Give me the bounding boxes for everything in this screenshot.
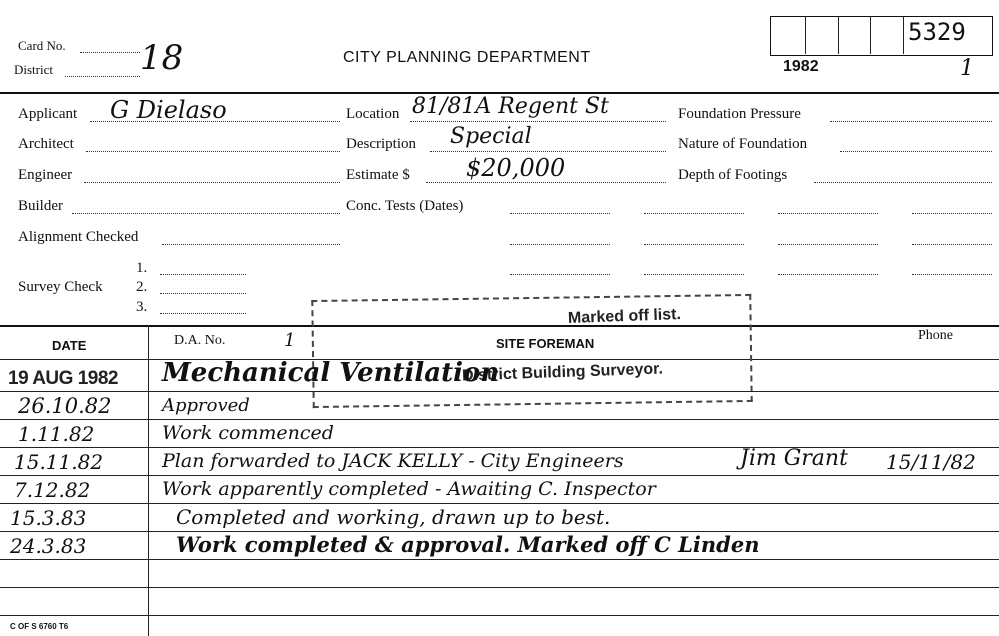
- conc-line-8: [912, 244, 992, 245]
- survey-3-line: [160, 313, 246, 314]
- survey-1-line: [160, 274, 246, 275]
- phone-header: Phone: [918, 328, 953, 343]
- survey-1-label: 1.: [136, 260, 148, 276]
- estimate-label: Estimate $: [346, 167, 410, 183]
- estimate-value: $20,000: [466, 154, 566, 182]
- conc-line-3: [778, 213, 878, 214]
- depth-of-footings-line: [814, 182, 992, 183]
- row-entry: Work commenced: [162, 422, 334, 444]
- foundation-pressure-line: [830, 121, 992, 122]
- conc-line-11: [778, 274, 878, 275]
- row-date: 15.3.83: [10, 506, 87, 530]
- nature-of-foundation-label: Nature of Foundation: [678, 136, 808, 152]
- description-value: Special: [450, 124, 532, 149]
- row-line: [0, 587, 999, 588]
- site-foreman-header: SITE FOREMAN: [496, 336, 595, 351]
- engineer-label: Engineer: [18, 167, 73, 183]
- estimate-line: [426, 182, 666, 183]
- applicant-label: Applicant: [18, 106, 78, 122]
- location-line: [410, 121, 666, 122]
- card-number: 5329: [908, 18, 966, 46]
- row-entry: Plan forwarded to JACK KELLY - City Engineers: [162, 450, 624, 472]
- survey-label: Survey Check: [18, 279, 103, 295]
- district-line: [65, 76, 140, 77]
- district-label: District: [14, 62, 53, 77]
- survey-2-label: 2.: [136, 279, 148, 295]
- description-line: [430, 151, 666, 152]
- conc-line-10: [644, 274, 744, 275]
- applicant-value: G Dielaso: [110, 96, 227, 124]
- year: 1982: [783, 58, 819, 75]
- row-line: [0, 615, 999, 616]
- card-no-line: [80, 52, 140, 53]
- row-line: [0, 503, 999, 504]
- row-entry: Completed and working, drawn up to best.: [176, 505, 611, 529]
- row-date: 1.11.82: [18, 422, 95, 446]
- row-line: [0, 475, 999, 476]
- box-divider: [805, 16, 806, 54]
- box-divider: [838, 16, 839, 54]
- row-date: 15.11.82: [14, 450, 104, 474]
- conc-line-9: [510, 274, 610, 275]
- conc-line-2: [644, 213, 744, 214]
- architect-label: Architect: [18, 136, 74, 152]
- row-entry: Work apparently completed - Awaiting C. Inspector: [162, 478, 656, 500]
- date-header: DATE: [52, 338, 87, 353]
- builder-label: Builder: [18, 198, 63, 214]
- row-line: [0, 419, 999, 420]
- foundation-pressure-label: Foundation Pressure: [678, 106, 801, 122]
- stamp-surveyor: District Building Surveyor.: [461, 360, 664, 385]
- row-entry: Work completed & approval. Marked off C Linden: [176, 532, 760, 557]
- date-column-divider: [148, 325, 149, 636]
- card-number-suffix: 1: [960, 56, 974, 81]
- row-line: [0, 391, 999, 392]
- row-entry: Mechanical Ventilation: [162, 358, 500, 388]
- alignment-label: Alignment Checked: [18, 229, 139, 245]
- row-entry: Approved: [162, 395, 250, 416]
- row-line: [0, 447, 999, 448]
- location-label: Location: [346, 106, 400, 122]
- description-label: Description: [346, 136, 416, 152]
- conc-line-1: [510, 213, 610, 214]
- da-no-header: D.A. No.: [174, 333, 226, 348]
- conc-line-7: [778, 244, 878, 245]
- card-no-label: Card No.: [18, 38, 66, 53]
- box-divider: [903, 16, 904, 54]
- conc-line-6: [644, 244, 744, 245]
- depth-of-footings-label: Depth of Footings: [678, 167, 788, 183]
- location-value: 81/81A Regent St: [412, 94, 609, 119]
- inspector-signature: Jim Grant: [740, 446, 848, 471]
- row-date: 24.3.83: [10, 534, 87, 558]
- da-no-mark: 1: [284, 330, 296, 351]
- conc-line-4: [912, 213, 992, 214]
- alignment-line: [162, 244, 340, 245]
- row-date: 19 AUG 1982: [8, 368, 118, 389]
- survey-3-label: 3.: [136, 299, 148, 315]
- page-title: CITY PLANNING DEPARTMENT: [343, 49, 591, 66]
- architect-line: [86, 151, 340, 152]
- signature-date: 15/11/82: [886, 450, 976, 474]
- row-date: 26.10.82: [18, 394, 112, 418]
- builder-line: [72, 213, 340, 214]
- row-date: 7.12.82: [14, 478, 91, 502]
- conc-line-12: [912, 274, 992, 275]
- form-code: C OF S 6760 T6: [10, 622, 69, 631]
- stamp-marked-off: Marked off list.: [567, 306, 682, 327]
- engineer-line: [84, 182, 340, 183]
- box-divider: [870, 16, 871, 54]
- survey-2-line: [160, 293, 246, 294]
- nature-of-foundation-line: [840, 151, 992, 152]
- card-no-value: 18: [140, 38, 184, 78]
- conc-tests-label: Conc. Tests (Dates): [346, 198, 464, 214]
- conc-line-5: [510, 244, 610, 245]
- row-line: [0, 559, 999, 560]
